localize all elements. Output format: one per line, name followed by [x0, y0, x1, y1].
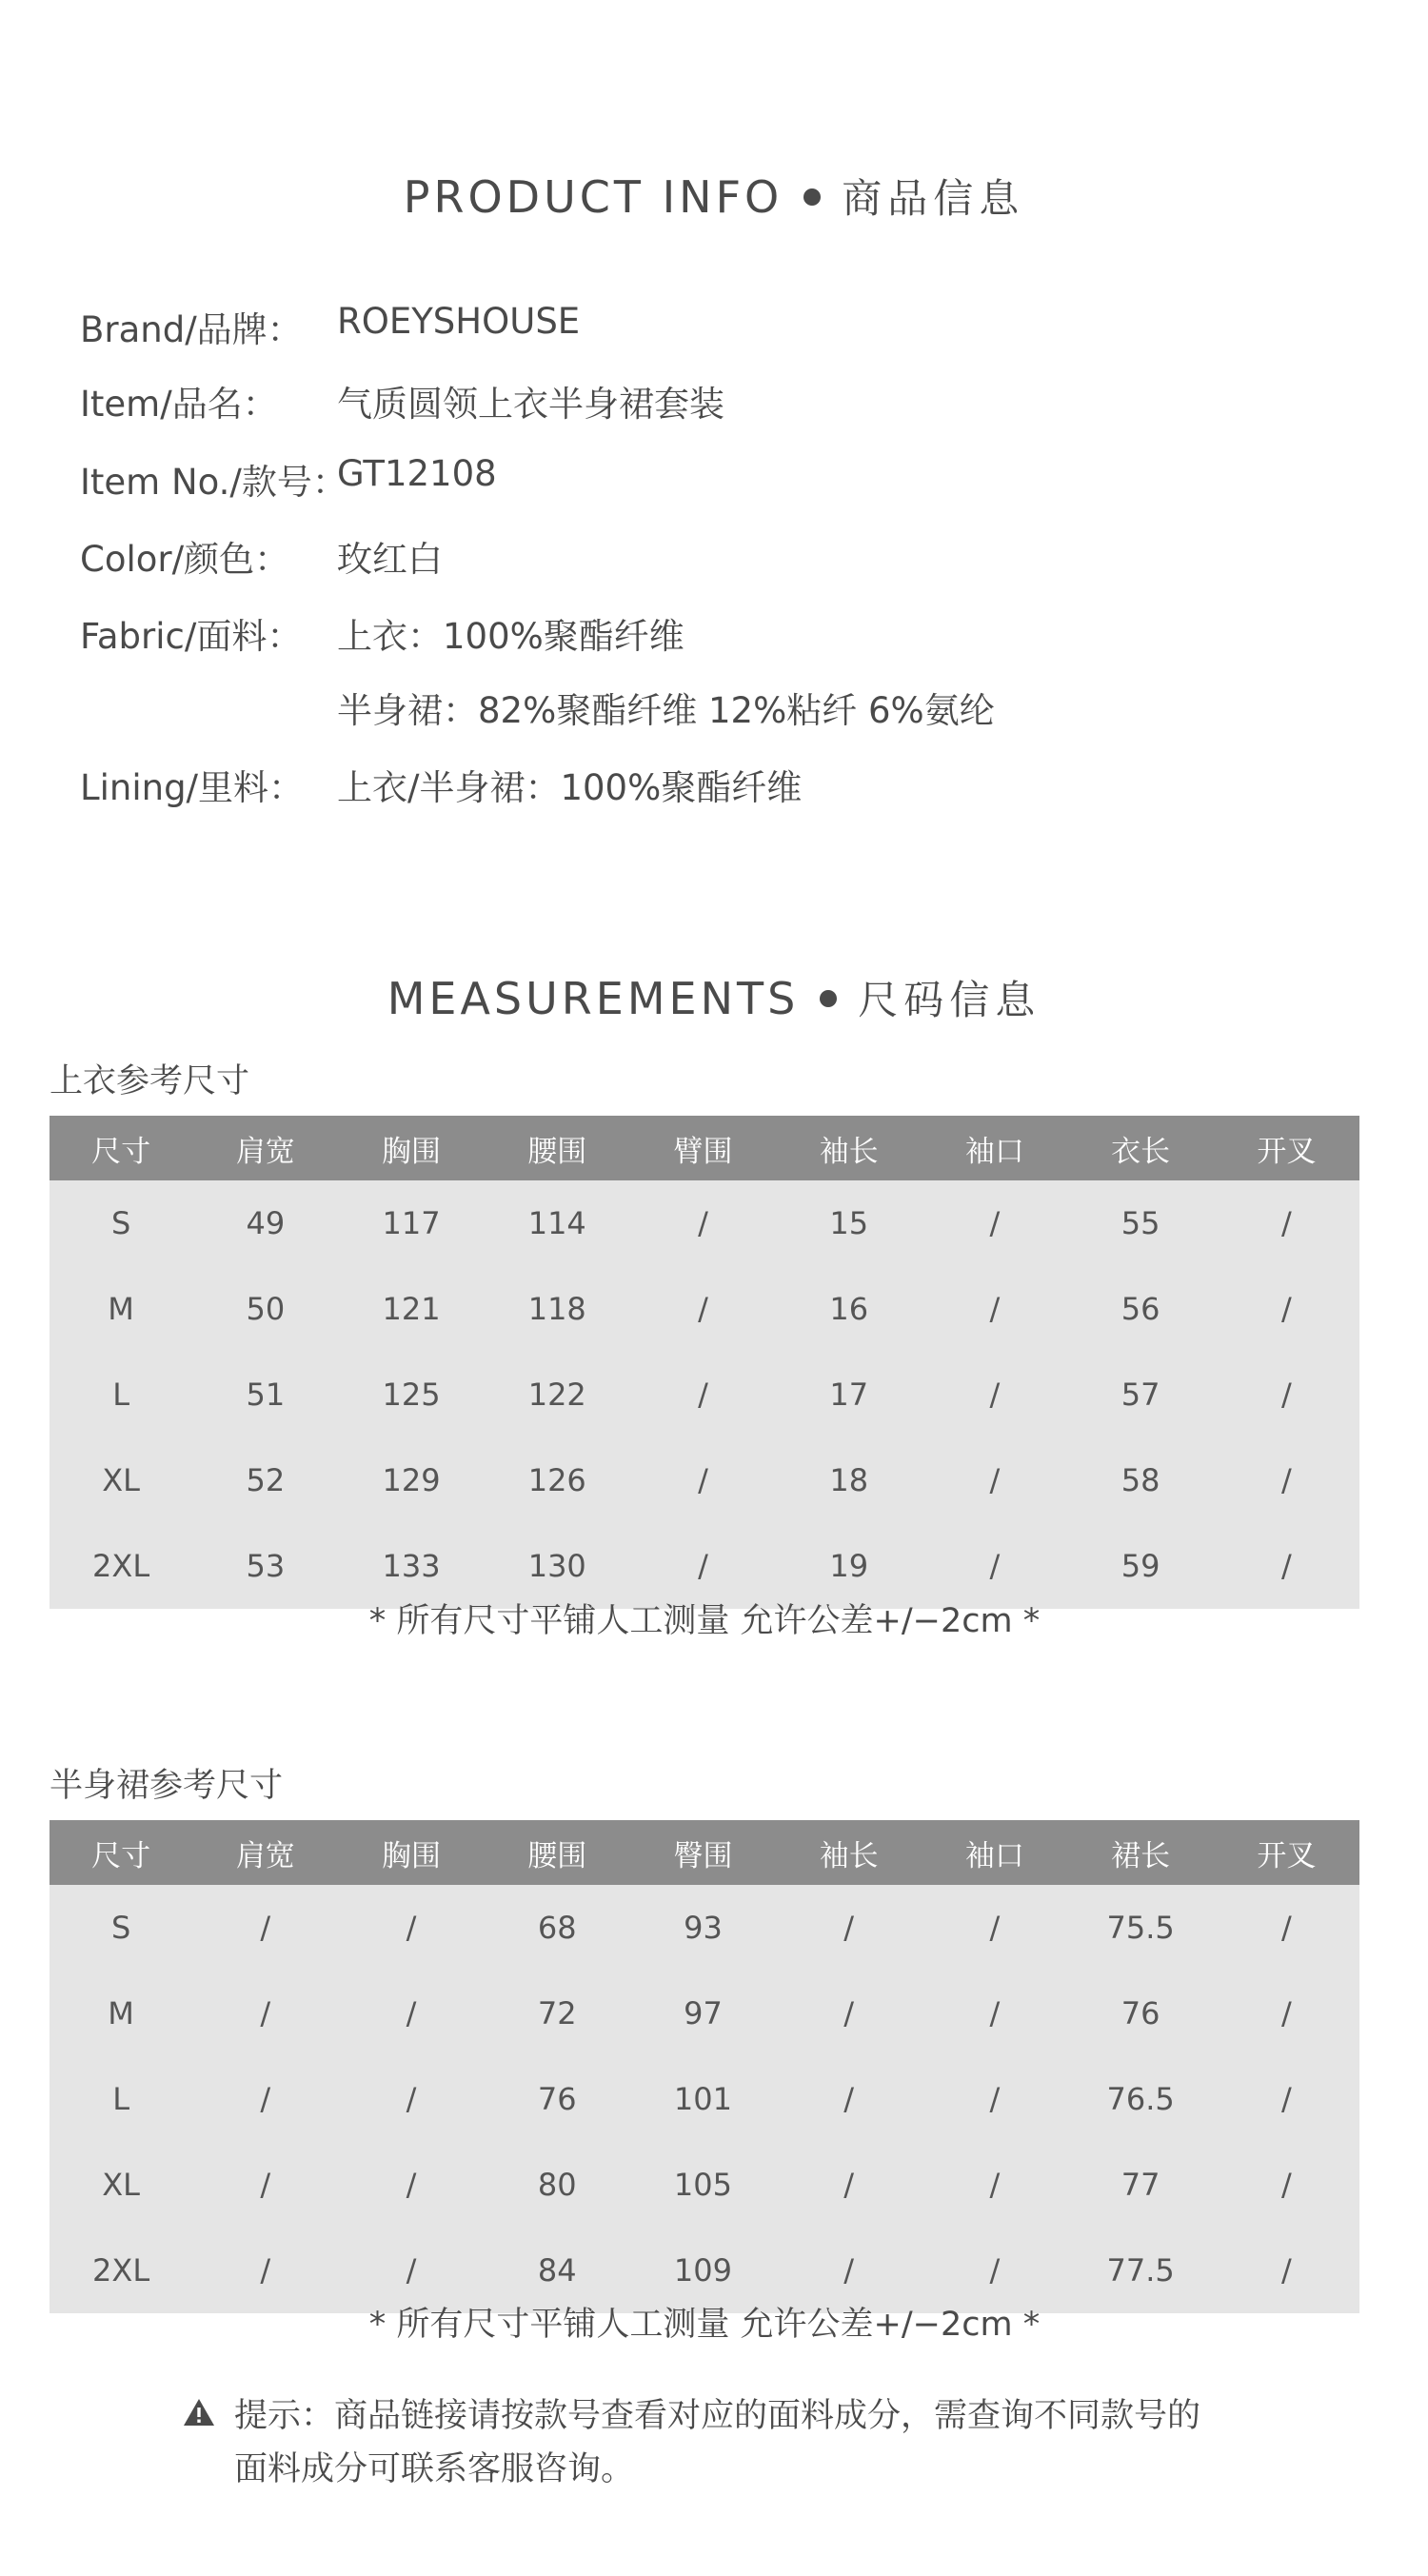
table-cell: 56	[1068, 1266, 1214, 1352]
table-cell: /	[1214, 2056, 1359, 2142]
table-row	[50, 1437, 1359, 1523]
table-cell: 72	[485, 1971, 630, 2056]
table-cell: 55	[1068, 1180, 1214, 1266]
measurements-title-en: MEASUREMENTS	[387, 973, 800, 1024]
table-row	[50, 2056, 1359, 2142]
top-table-caption: 上衣参考尺寸	[50, 1062, 250, 1100]
tip-text-line-2: 面料成分可联系客服咨询。	[234, 2450, 635, 2488]
table-cell: 19	[776, 1523, 922, 1609]
item-label: Item/品名：	[80, 384, 278, 425]
table-header-row	[50, 1820, 1359, 1885]
table-cell: 84	[485, 2228, 630, 2313]
header-cell: 胸围	[338, 1820, 484, 1885]
header-cell: 袖口	[922, 1116, 1067, 1180]
color-label: Color/颜色：	[80, 539, 290, 580]
table-cell: XL	[50, 2142, 192, 2228]
table-header-row	[50, 1116, 1359, 1180]
bullet-dot-icon	[820, 990, 837, 1007]
header-cell: 袖长	[776, 1116, 922, 1180]
table-cell: 93	[630, 1885, 776, 1971]
header-cell: 腰围	[485, 1116, 630, 1180]
table-cell: M	[50, 1971, 192, 2056]
table-cell: /	[192, 2228, 338, 2313]
header-cell: 臂围	[630, 1116, 776, 1180]
table-cell: 15	[776, 1180, 922, 1266]
header-cell: 衣长	[1068, 1116, 1214, 1180]
table-cell: 53	[192, 1523, 338, 1609]
table-row	[50, 1352, 1359, 1437]
table-cell: /	[630, 1352, 776, 1437]
table-cell: 117	[338, 1180, 484, 1266]
table-cell: /	[776, 1971, 922, 2056]
table-cell: /	[922, 1971, 1067, 2056]
item-value: 气质圆领上衣半身裙套装	[337, 384, 724, 425]
table-cell: L	[50, 2056, 192, 2142]
brand-label: Brand/品牌：	[80, 309, 303, 350]
table-cell: 76	[485, 2056, 630, 2142]
measurements-title	[0, 969, 1428, 1026]
table-row	[50, 1971, 1359, 2056]
table-cell: 76.5	[1068, 2056, 1214, 2142]
fabric-label: Fabric/面料：	[80, 616, 303, 657]
table-cell: 52	[192, 1437, 338, 1523]
table-cell: /	[192, 2056, 338, 2142]
bullet-dot-icon	[803, 188, 821, 206]
table-cell: /	[922, 1885, 1067, 1971]
header-cell: 尺寸	[50, 1820, 192, 1885]
header-cell: 袖长	[776, 1820, 922, 1885]
table-cell: M	[50, 1266, 192, 1352]
top-table-note: * 所有尺寸平铺人工测量 允许公差+/−2cm *	[368, 1602, 1041, 1640]
table-cell: 130	[485, 1523, 630, 1609]
table-cell: /	[922, 1437, 1067, 1523]
table-cell: 126	[485, 1437, 630, 1523]
table-cell: /	[1214, 1437, 1359, 1523]
table-cell: /	[630, 1437, 776, 1523]
table-cell: /	[338, 1971, 484, 2056]
table-cell: /	[922, 2142, 1067, 2228]
table-cell: /	[1214, 1523, 1359, 1609]
table-cell: /	[776, 2142, 922, 2228]
table-cell: /	[776, 2228, 922, 2313]
table-cell: 80	[485, 2142, 630, 2228]
table-row	[50, 1266, 1359, 1352]
table-row	[50, 1885, 1359, 1971]
brand-value: ROEYSHOUSE	[337, 301, 581, 342]
product-info-title	[0, 168, 1428, 225]
table-cell: /	[922, 1352, 1067, 1437]
fabric-skirt-value: 半身裙：82%聚酯纤维 12%粘纤 6%氨纶	[337, 690, 995, 731]
table-cell: 59	[1068, 1523, 1214, 1609]
table-cell: /	[1214, 2228, 1359, 2313]
header-cell: 腰围	[485, 1820, 630, 1885]
table-cell: 2XL	[50, 2228, 192, 2313]
table-cell: 51	[192, 1352, 338, 1437]
table-row	[50, 1180, 1359, 1266]
table-cell: 17	[776, 1352, 922, 1437]
header-cell: 肩宽	[192, 1820, 338, 1885]
table-cell: 118	[485, 1266, 630, 1352]
table-cell: /	[922, 1180, 1067, 1266]
table-cell: /	[338, 2228, 484, 2313]
header-cell: 开叉	[1214, 1116, 1359, 1180]
fabric-top-value: 上衣：100%聚酯纤维	[337, 616, 684, 657]
table-cell: S	[50, 1885, 192, 1971]
table-cell: 97	[630, 1971, 776, 2056]
header-cell: 胸围	[338, 1116, 484, 1180]
table-cell: 49	[192, 1180, 338, 1266]
table-cell: 114	[485, 1180, 630, 1266]
top-size-table	[50, 1116, 1359, 1609]
header-cell: 尺寸	[50, 1116, 192, 1180]
table-cell: 75.5	[1068, 1885, 1214, 1971]
tip-text-line-1: 提示：商品链接请按款号查看对应的面料成分，需查询不同款号的	[234, 2397, 1201, 2435]
table-cell: 57	[1068, 1352, 1214, 1437]
lining-label: Lining/里料：	[80, 767, 305, 808]
table-cell: 133	[338, 1523, 484, 1609]
table-cell: /	[630, 1523, 776, 1609]
table-cell: 77	[1068, 2142, 1214, 2228]
table-cell: /	[338, 2056, 484, 2142]
table-cell: /	[922, 1266, 1067, 1352]
table-cell: /	[192, 1971, 338, 2056]
table-cell: /	[630, 1180, 776, 1266]
table-cell: /	[1214, 1971, 1359, 2056]
table-cell: 125	[338, 1352, 484, 1437]
table-cell: /	[1214, 1180, 1359, 1266]
header-cell: 臀围	[630, 1820, 776, 1885]
table-cell: 50	[192, 1266, 338, 1352]
color-value: 玫红白	[337, 539, 443, 580]
table-cell: 129	[338, 1437, 484, 1523]
table-cell: /	[922, 2056, 1067, 2142]
skirt-size-table	[50, 1820, 1359, 2313]
table-cell: 105	[630, 2142, 776, 2228]
table-cell: 16	[776, 1266, 922, 1352]
table-cell: /	[338, 2142, 484, 2228]
product-info-title-cn: 商品信息	[842, 175, 1025, 222]
table-cell: 76	[1068, 1971, 1214, 2056]
warning-icon	[183, 2397, 215, 2427]
table-cell: /	[922, 2228, 1067, 2313]
table-cell: 18	[776, 1437, 922, 1523]
table-cell: /	[776, 1885, 922, 1971]
skirt-table-caption: 半身裙参考尺寸	[50, 1767, 284, 1805]
item-no-label: Item No./款号：	[80, 462, 347, 503]
header-cell: 袖口	[922, 1820, 1067, 1885]
table-cell: /	[776, 2056, 922, 2142]
table-cell: /	[922, 1523, 1067, 1609]
table-cell: 122	[485, 1352, 630, 1437]
table-cell: 101	[630, 2056, 776, 2142]
header-cell: 肩宽	[192, 1116, 338, 1180]
product-info-title-en: PRODUCT INFO	[403, 171, 783, 223]
table-cell: /	[192, 1885, 338, 1971]
header-cell: 开叉	[1214, 1820, 1359, 1885]
item-no-value: GT12108	[337, 453, 497, 494]
table-cell: S	[50, 1180, 192, 1266]
table-cell: /	[1214, 1352, 1359, 1437]
measurements-title-cn: 尺码信息	[858, 977, 1041, 1023]
table-cell: L	[50, 1352, 192, 1437]
table-cell: /	[1214, 1266, 1359, 1352]
table-cell: /	[630, 1266, 776, 1352]
header-cell: 裙长	[1068, 1820, 1214, 1885]
table-cell: 77.5	[1068, 2228, 1214, 2313]
table-cell: 2XL	[50, 1523, 192, 1609]
table-cell: /	[338, 1885, 484, 1971]
table-cell: /	[1214, 2142, 1359, 2228]
lining-value: 上衣/半身裙：100%聚酯纤维	[337, 767, 803, 808]
table-cell: 58	[1068, 1437, 1214, 1523]
table-cell: 121	[338, 1266, 484, 1352]
table-cell: XL	[50, 1437, 192, 1523]
table-cell: /	[1214, 1885, 1359, 1971]
skirt-table-note: * 所有尺寸平铺人工测量 允许公差+/−2cm *	[368, 2306, 1041, 2344]
table-cell: 68	[485, 1885, 630, 1971]
table-row	[50, 2142, 1359, 2228]
table-cell: /	[192, 2142, 338, 2228]
table-cell: 109	[630, 2228, 776, 2313]
